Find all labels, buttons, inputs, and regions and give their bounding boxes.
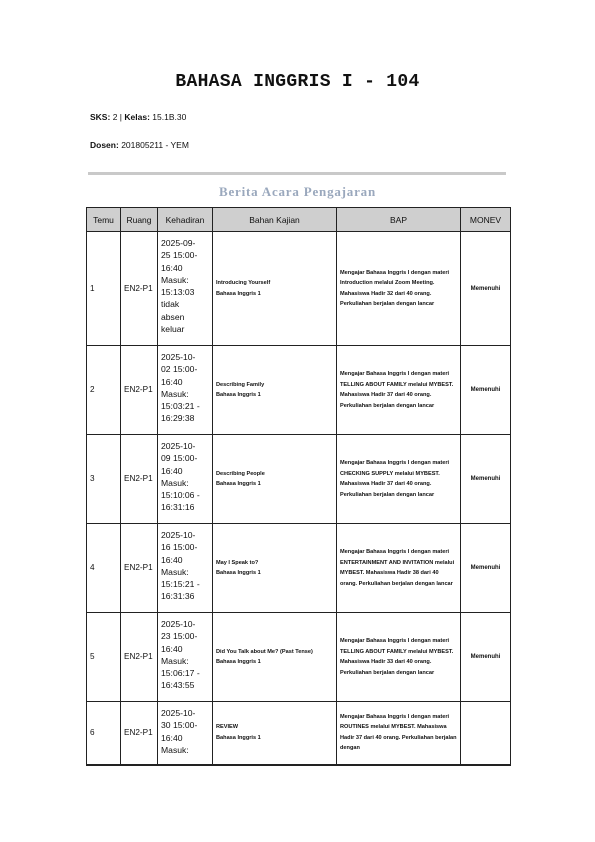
cell-monev (461, 702, 511, 765)
cell-monev: Memenuhi (461, 524, 511, 613)
cell-temu: 2 (87, 346, 121, 435)
cell-kehadiran (158, 232, 213, 346)
kehadiran-line: Masuk: (161, 566, 189, 577)
kehadiran-line: 2025-09- (161, 238, 196, 248)
cell-bahan-kajian (213, 435, 337, 524)
kehadiran-line: Masuk: (161, 744, 189, 755)
table-row (87, 435, 511, 524)
bahan-title: REVIEW (216, 724, 239, 731)
kehadiran-line: 16:43:55 (161, 680, 195, 691)
kehadiran-line: keluar (161, 324, 185, 335)
header-bap: BAP (337, 208, 461, 232)
document-title: BAHASA INGGRIS I - 104 (175, 72, 420, 92)
table-row (87, 613, 511, 702)
cell-ruang: EN2-P1 (121, 702, 158, 765)
kelas-label: Kelas: (124, 112, 150, 122)
cell-ruang: EN2-P1 (121, 346, 158, 435)
kehadiran-line: Masuk: (161, 388, 189, 399)
cell-bahan-kajian (213, 524, 337, 613)
cell-bap: Mengajar Bahasa Inggris I dengan materi ROUTINES melalui MYBEST. Mahasiswa Hadir 37 dari 40 orang. Perkuliahan berjalan dengan (337, 702, 461, 765)
bahan-course: Bahasa Inggris 1 (216, 290, 261, 297)
kehadiran-line: 25 15:00- (161, 250, 198, 261)
table-row (87, 524, 511, 613)
kehadiran-line: 30 15:00- (161, 720, 198, 731)
kehadiran-line: 2025-10- (161, 619, 196, 629)
cell-temu: 3 (87, 435, 121, 524)
header-bahan-kajian: Bahan Kajian (213, 208, 337, 232)
kehadiran-line: Masuk: (161, 655, 189, 666)
cell-ruang: EN2-P1 (121, 232, 158, 346)
cell-temu: 4 (87, 524, 121, 613)
kehadiran-line: tidak (161, 299, 180, 310)
table-row (87, 232, 511, 346)
cell-temu: 6 (87, 702, 121, 765)
header-monev: MONEV (461, 208, 511, 232)
cell-bahan-kajian (213, 613, 337, 702)
sks-value: 2 (112, 112, 118, 122)
kelas-value: 15.1B.30 (152, 112, 187, 122)
cell-bap: Mengajar Bahasa Inggris I dengan materi TELLING ABOUT FAMILY melalui MYBEST. Mahasiswa Hadir 37 dari 40 orang. Perkuliahan berjalan dengan lancar (337, 346, 461, 435)
teaching-report-table (86, 207, 511, 766)
dosen-value: 201805211 - YEM (121, 140, 189, 150)
bahan-title: Introducing Yourself (216, 280, 271, 286)
table-row (87, 702, 511, 765)
bahan-course: Bahasa Inggris 1 (216, 481, 261, 487)
cell-bahan-kajian (213, 232, 337, 346)
kehadiran-line: Masuk: (161, 274, 189, 285)
cell-bahan-kajian (213, 346, 337, 435)
kehadiran-line: 15:13:03 (161, 287, 195, 298)
kehadiran-line: 15:10:06 - (161, 490, 200, 501)
kehadiran-line: 16:40 (161, 554, 183, 565)
cell-bap: Mengajar Bahasa Inggris I dengan materi CHECKING SUPPLY melalui MYBEST. Mahasiswa Hadir 37 dari 40 orang. Perkuliahan berjalan dengan lancar (337, 435, 461, 524)
bahan-course: Bahasa Inggris 1 (216, 570, 261, 576)
bahan-course: Bahasa Inggris 1 (216, 734, 261, 741)
kehadiran-line: 16:40 (161, 376, 183, 387)
cell-kehadiran (158, 613, 213, 702)
cell-ruang: EN2-P1 (121, 435, 158, 524)
cell-kehadiran (158, 346, 213, 435)
cell-bap: Mengajar Bahasa Inggris I dengan materi ENTERTAINMENT AND INVITATION melalui MYBEST. Mahasiswa Hadir 38 dari 40 orang. Perkuliahan berjalan dengan lancar (337, 524, 461, 613)
cell-bap: Mengajar Bahasa Inggris I dengan materi Introduction melalui Zoom Meeting. Mahasiswa Hadir 32 dari 40 orang. Perkuliahan berjalan dengan lancar (337, 232, 461, 346)
section-title: Berita Acara Pengajaran (218, 184, 377, 199)
header-ruang: Ruang (121, 208, 158, 232)
cell-bahan-kajian (213, 702, 337, 765)
cell-monev: Memenuhi (461, 613, 511, 702)
cell-kehadiran (158, 524, 213, 613)
cell-ruang: EN2-P1 (121, 613, 158, 702)
kehadiran-line: 16:31:16 (161, 502, 195, 513)
kehadiran-line: 15:06:17 - (161, 668, 200, 679)
bahan-title: Describing People (216, 470, 265, 477)
dosen-label: Dosen: (90, 140, 119, 150)
kehadiran-line: 2025-10- (161, 530, 196, 540)
kehadiran-line: 16:40 (161, 262, 183, 273)
cell-monev: Memenuhi (461, 346, 511, 435)
kehadiran-line: 16 15:00- (161, 542, 198, 553)
table-row (87, 346, 511, 435)
kehadiran-line: 16:31:36 (161, 591, 195, 602)
cell-kehadiran (158, 702, 213, 765)
kehadiran-line: 2025-10- (161, 708, 196, 718)
kehadiran-line: 23 15:00- (161, 631, 198, 642)
table-header-row (87, 208, 511, 232)
bahan-title: May I Speak to? (216, 559, 259, 566)
cell-monev: Memenuhi (461, 232, 511, 346)
bahan-course: Bahasa Inggris 1 (216, 392, 261, 398)
course-meta (90, 112, 186, 122)
kehadiran-line: 15:15:21 - (161, 579, 200, 590)
header-kehadiran: Kehadiran (158, 208, 213, 232)
cell-temu: 1 (87, 232, 121, 346)
kehadiran-line: 2025-10- (161, 352, 196, 362)
kehadiran-line: 16:40 (161, 465, 183, 476)
meta-separator: | (119, 112, 123, 122)
cell-kehadiran (158, 435, 213, 524)
kehadiran-line: 16:29:38 (161, 413, 195, 424)
kehadiran-line: 2025-10- (161, 441, 196, 451)
kehadiran-line: 16:40 (161, 643, 183, 654)
kehadiran-line: 16:40 (161, 732, 183, 743)
cell-temu: 5 (87, 613, 121, 702)
cell-bap: Mengajar Bahasa Inggris I dengan materi TELLING ABOUT FAMILY melalui MYBEST. Mahasiswa Hadir 33 dari 40 orang. Perkuliahan berjalan dengan lancar (337, 613, 461, 702)
lecturer-meta (90, 140, 189, 150)
kehadiran-line: 15:03:21 - (161, 401, 200, 412)
kehadiran-line: Masuk: (161, 477, 189, 488)
cell-ruang: EN2-P1 (121, 524, 158, 613)
kehadiran-line: 02 15:00- (161, 364, 198, 375)
cell-monev: Memenuhi (461, 435, 511, 524)
bahan-course: Bahasa Inggris 1 (216, 659, 261, 665)
header-temu: Temu (87, 208, 121, 232)
kehadiran-line: absen (161, 311, 185, 322)
kehadiran-line: 09 15:00- (161, 453, 198, 464)
bahan-title: Did You Talk about Me? (Past Tense) (216, 648, 313, 655)
divider (88, 172, 506, 175)
sks-label: SKS: (90, 112, 111, 122)
bahan-title: Describing Family (216, 381, 265, 388)
